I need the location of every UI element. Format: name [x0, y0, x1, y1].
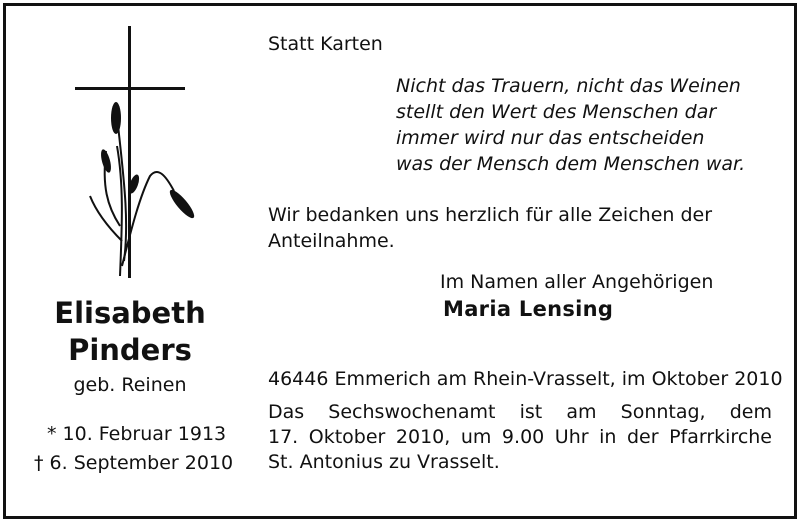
notice-line: Das Sechswochenamt ist am Sonntag, dem [268, 401, 772, 423]
thanks-line: Anteilnahme. [268, 230, 395, 252]
deceased-first-name: Elisabeth [54, 296, 206, 330]
maiden-name: geb. Reinen [73, 374, 187, 396]
signature-intro: Im Namen aller Angehörigen [440, 271, 714, 293]
service-notice [268, 400, 772, 475]
verse-line: stellt den Wert des Menschen dar [396, 101, 717, 123]
thanks-paragraph [268, 202, 712, 254]
thanks-line: Wir bedanken uns herzlich für alle Zeichen der [268, 204, 713, 226]
birth-date: * 10. Februar 1913 [47, 423, 227, 445]
verse [396, 73, 745, 177]
notice-line: 17. Oktober 2010, um 9.00 Uhr in der Pfarrkirche [268, 426, 772, 448]
header-text: Statt Karten [268, 33, 383, 55]
verse-line: Nicht das Trauern, nicht das Weinen [396, 75, 741, 97]
deceased-last-name: Pinders [68, 333, 192, 367]
place-date: 46446 Emmerich am Rhein-Vrasselt, im Oktober 2010 [268, 368, 783, 390]
signature-name: Maria Lensing [443, 297, 614, 321]
notice-line: St. Antonius zu Vrasselt. [268, 451, 500, 473]
cross-with-wheat-icon [62, 26, 212, 281]
death-date: † 6. September 2010 [34, 452, 234, 474]
verse-line: was der Mensch dem Menschen war. [396, 153, 746, 175]
verse-line: immer wird nur das entscheiden [396, 127, 705, 149]
